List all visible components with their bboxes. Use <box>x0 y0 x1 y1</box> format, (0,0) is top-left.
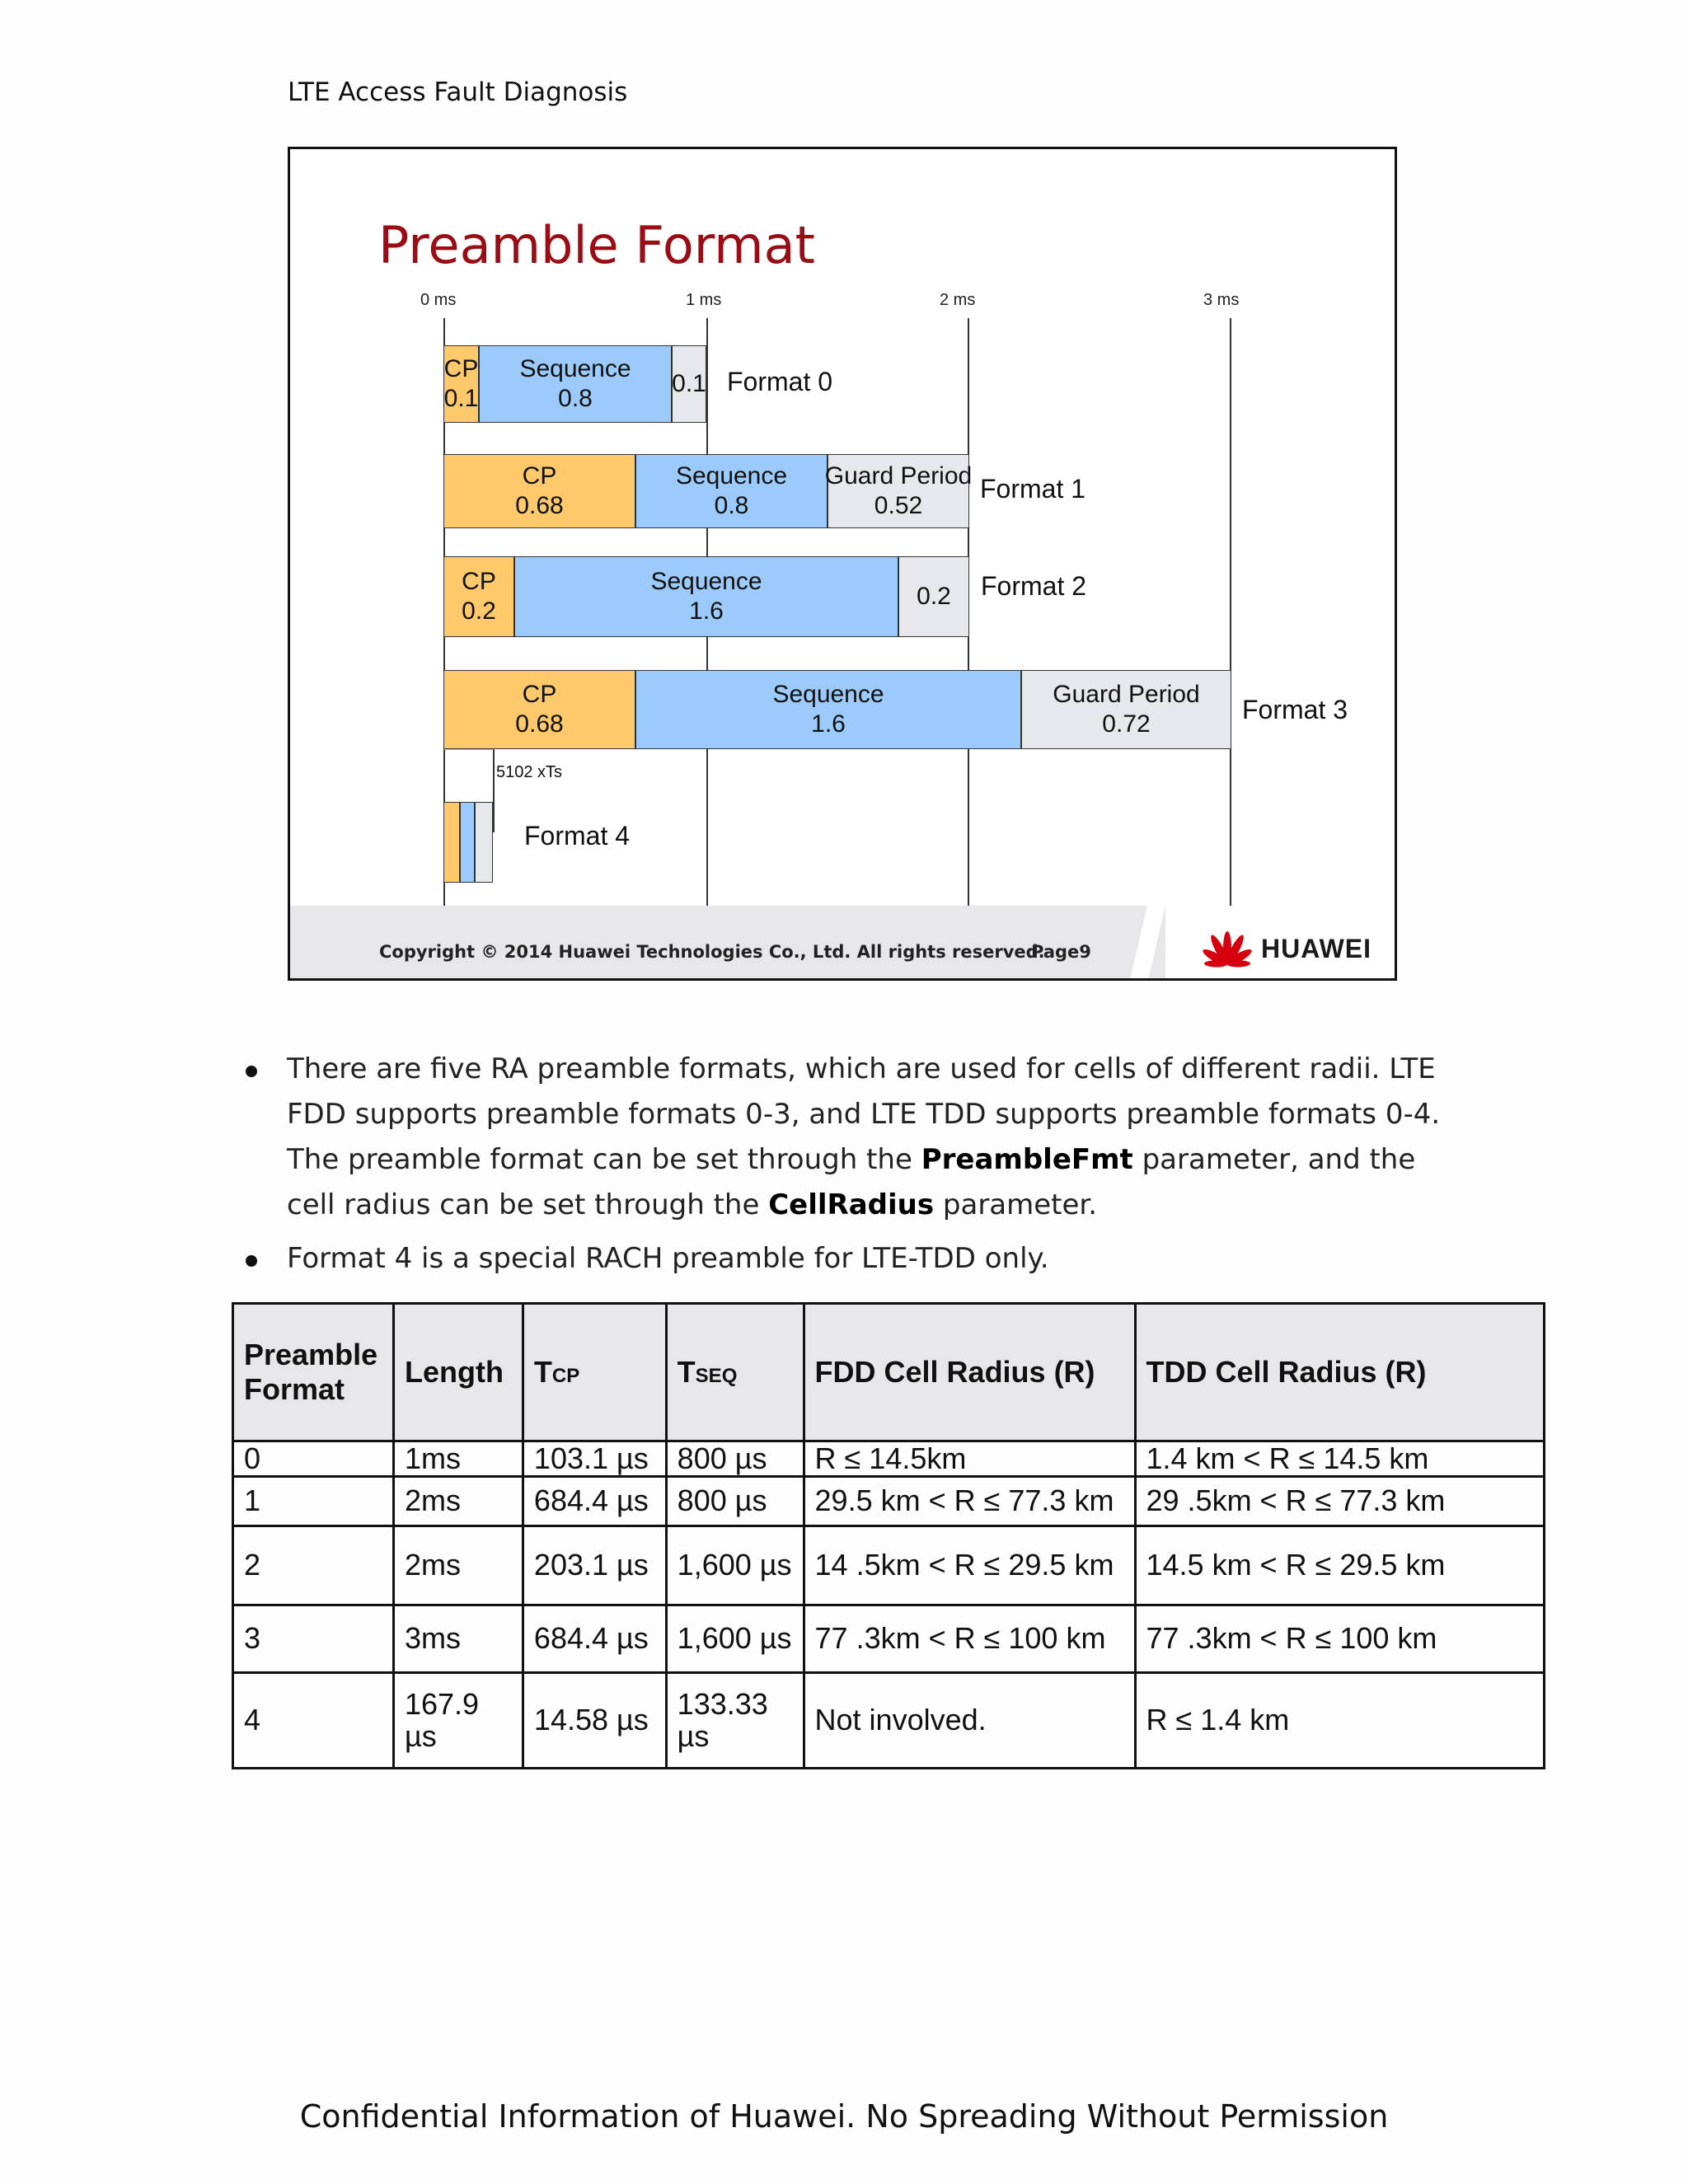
format4-duration-note: 5102 xTs <box>496 763 563 781</box>
table-cell: 684.4 µs <box>523 1476 666 1526</box>
header-tcp: TCP <box>523 1304 666 1441</box>
format4-guard <box>475 802 493 883</box>
format2-sequence: Sequence 1.6 <box>514 556 898 637</box>
table-row <box>233 1476 1545 1526</box>
format0-sequence: Sequence 0.8 <box>479 345 672 423</box>
format2-label: Format 2 <box>981 571 1087 601</box>
table-row <box>233 1672 1545 1768</box>
slide-page-number: Page9 <box>1031 942 1091 962</box>
format3-label: Format 3 <box>1242 695 1348 724</box>
table-row <box>233 1526 1545 1605</box>
bullet-item: Format 4 is a special RACH preamble for LTE-TDD only. <box>244 1236 1464 1282</box>
header-length: Length <box>393 1304 523 1441</box>
format4-sequence <box>460 802 475 883</box>
tick-1ms: 1 ms <box>686 291 722 309</box>
bullet-item: There are five RA preamble formats, which are used for cells of different radii. LTE FDD supports preamble formats 0-3, and LTE TDD supports preamble formats 0-4. The preamble format can be set through the PreambleFmt parameter, and the cell radius can be set through the CellRadius parameter. <box>244 1047 1464 1228</box>
table-cell: Not involved. <box>804 1672 1135 1768</box>
header-fdd-radius: FDD Cell Radius (R) <box>804 1304 1135 1441</box>
format3-sequence: Sequence 1.6 <box>635 670 1021 749</box>
table-cell: 103.1 µs <box>523 1441 666 1477</box>
table-cell: 1.4 km < R ≤ 14.5 km <box>1135 1441 1545 1477</box>
table-cell: 2 <box>233 1526 394 1605</box>
tick-3ms: 3 ms <box>1203 291 1240 309</box>
table-cell: 14 .5km < R ≤ 29.5 km <box>804 1526 1135 1605</box>
table-cell: 167.9 µs <box>393 1672 523 1768</box>
table-cell: 133.33 µs <box>666 1672 804 1768</box>
format4-label: Format 4 <box>524 821 631 851</box>
table-header-row <box>233 1304 1545 1441</box>
format2-cp: CP 0.2 <box>443 556 514 637</box>
tick-2ms: 2 ms <box>940 291 976 309</box>
table-cell: 684.4 µs <box>523 1605 666 1672</box>
bullet-dot-icon <box>246 1255 257 1267</box>
table-cell: 2ms <box>393 1476 523 1526</box>
table-cell: 77 .3km < R ≤ 100 km <box>804 1605 1135 1672</box>
table-cell: 1ms <box>393 1441 523 1477</box>
huawei-logo-icon <box>1201 926 1254 968</box>
format0-guard: 0.1 <box>672 345 706 423</box>
table-cell: 0 <box>233 1441 394 1477</box>
header-preamble-format: Preamble Format <box>233 1304 394 1441</box>
table-cell: 800 µs <box>666 1476 804 1526</box>
table-cell: 29.5 km < R ≤ 77.3 km <box>804 1476 1135 1526</box>
header-tseq: TSEQ <box>666 1304 804 1441</box>
format1-guard: Guard Period 0.52 <box>828 454 969 528</box>
table-cell: 4 <box>233 1672 394 1768</box>
format1-cp: CP 0.68 <box>443 454 635 528</box>
table-cell: 1,600 µs <box>666 1526 804 1605</box>
table-cell: R ≤ 14.5km <box>804 1441 1135 1477</box>
table-cell: 29 .5km < R ≤ 77.3 km <box>1135 1476 1545 1526</box>
gridline-3ms <box>1230 318 1231 912</box>
preamble-format-table <box>232 1302 1545 1769</box>
table-cell: 1 <box>233 1476 394 1526</box>
preamble-format-slide <box>288 147 1397 981</box>
param-cellradius: CellRadius <box>768 1188 935 1221</box>
table-cell: R ≤ 1.4 km <box>1135 1672 1545 1768</box>
format1-label: Format 1 <box>980 474 1086 504</box>
bullet-list <box>244 1047 1464 1290</box>
format4-cp <box>443 802 460 883</box>
document-header: LTE Access Fault Diagnosis <box>288 77 628 107</box>
table-cell: 1,600 µs <box>666 1605 804 1672</box>
huawei-wordmark: HUAWEI <box>1261 934 1372 963</box>
slide-title: Preamble Format <box>378 215 815 275</box>
slide-copyright: Copyright © 2014 Huawei Technologies Co., Ltd. All rights reserved. <box>379 942 1045 962</box>
table-cell: 77 .3km < R ≤ 100 km <box>1135 1605 1545 1672</box>
format3-cp: CP 0.68 <box>443 670 635 749</box>
table-row <box>233 1441 1545 1477</box>
table-cell: 3 <box>233 1605 394 1672</box>
table-row <box>233 1605 1545 1672</box>
table-cell: 2ms <box>393 1526 523 1605</box>
bullet-dot-icon <box>246 1066 257 1077</box>
format0-label: Format 0 <box>727 367 833 396</box>
table-cell: 14.5 km < R ≤ 29.5 km <box>1135 1526 1545 1605</box>
tick-0ms: 0 ms <box>420 291 457 309</box>
table-cell: 203.1 µs <box>523 1526 666 1605</box>
param-preamblefmt: PreambleFmt <box>921 1143 1133 1176</box>
format2-guard: 0.2 <box>898 556 969 637</box>
table-cell: 14.58 µs <box>523 1672 666 1768</box>
table-cell: 3ms <box>393 1605 523 1672</box>
format1-sequence: Sequence 0.8 <box>635 454 828 528</box>
format0-cp: CP 0.1 <box>443 345 479 423</box>
format3-guard: Guard Period 0.72 <box>1021 670 1231 749</box>
header-tdd-radius: TDD Cell Radius (R) <box>1135 1304 1545 1441</box>
confidential-footer: Confidential Information of Huawei. No Spreading Without Permission <box>299 2098 1389 2135</box>
table-cell: 800 µs <box>666 1441 804 1477</box>
